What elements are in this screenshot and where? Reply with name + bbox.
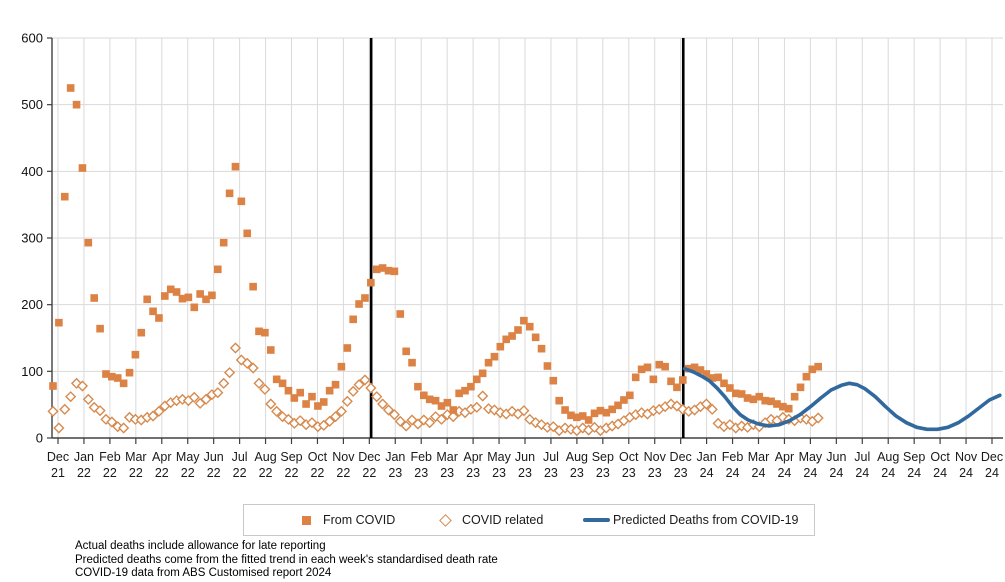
svg-text:Nov: Nov (954, 450, 978, 464)
svg-text:Feb: Feb (721, 450, 744, 464)
svg-text:24: 24 (803, 466, 818, 480)
svg-text:Dec: Dec (358, 450, 381, 464)
svg-text:22: 22 (128, 466, 143, 480)
svg-text:23: 23 (673, 466, 688, 480)
svg-text:23: 23 (569, 466, 584, 480)
svg-text:22: 22 (206, 466, 221, 480)
svg-text:24: 24 (751, 466, 766, 480)
svg-text:24: 24 (933, 466, 948, 480)
svg-text:24: 24 (855, 466, 870, 480)
svg-text:23: 23 (595, 466, 610, 480)
svg-text:23: 23 (518, 466, 532, 480)
svg-text:24: 24 (725, 466, 740, 480)
legend-label: COVID related (462, 513, 544, 527)
svg-text:300: 300 (21, 230, 43, 246)
svg-text:Aug: Aug (565, 450, 589, 464)
svg-text:Dec: Dec (46, 450, 70, 464)
svg-text:Feb: Feb (99, 450, 121, 464)
svg-text:Sep: Sep (280, 450, 303, 464)
svg-text:22: 22 (102, 466, 117, 480)
svg-text:May: May (487, 450, 511, 464)
svg-text:Jun: Jun (514, 450, 536, 464)
svg-text:22: 22 (310, 466, 325, 480)
svg-text:May: May (175, 450, 200, 464)
svg-text:Sep: Sep (903, 450, 926, 464)
svg-text:Feb: Feb (410, 450, 432, 464)
svg-text:100: 100 (21, 363, 43, 379)
svg-text:Aug: Aug (254, 450, 277, 464)
legend-label: Predicted Deaths from COVID-19 (613, 513, 799, 527)
footnote-line: Actual deaths include allowance for late reporting (75, 540, 326, 552)
footnote-line: Predicted deaths come from the fitted trend in each week's standardised death rate (75, 553, 498, 566)
svg-text:21: 21 (51, 466, 65, 480)
svg-text:24: 24 (959, 466, 974, 480)
legend-label: From COVID (323, 513, 396, 527)
series-from-covid (49, 84, 822, 424)
svg-text:23: 23 (492, 466, 507, 480)
svg-text:Dec: Dec (980, 450, 1004, 464)
svg-text:Aug: Aug (877, 450, 900, 464)
svg-text:Oct: Oct (307, 450, 328, 464)
svg-text:Jun: Jun (203, 450, 224, 464)
svg-text:22: 22 (154, 466, 169, 480)
legend (243, 504, 815, 536)
svg-text:Dec: Dec (669, 450, 692, 464)
svg-text:400: 400 (21, 163, 43, 179)
svg-text:Jul: Jul (231, 450, 248, 464)
svg-text:22: 22 (76, 466, 91, 480)
svg-text:200: 200 (21, 297, 43, 313)
svg-text:24: 24 (907, 466, 922, 480)
svg-text:Apr: Apr (152, 450, 172, 464)
svg-text:23: 23 (543, 466, 558, 480)
open-diamond-icon (439, 514, 452, 527)
svg-text:Mar: Mar (436, 450, 458, 464)
svg-text:Oct: Oct (619, 450, 639, 464)
svg-text:22: 22 (362, 466, 377, 480)
legend-item-from-covid (302, 505, 395, 535)
svg-text:Jul: Jul (854, 450, 871, 464)
svg-text:22: 22 (232, 466, 247, 480)
svg-text:22: 22 (284, 466, 299, 480)
svg-text:Jan: Jan (385, 450, 406, 464)
svg-text:Sep: Sep (591, 450, 614, 464)
footnotes (75, 540, 498, 581)
svg-text:23: 23 (621, 466, 636, 480)
footnote-line: COVID-19 data from ABS Customised report 2024 (75, 567, 332, 579)
svg-text:22: 22 (180, 466, 195, 480)
svg-text:24: 24 (881, 466, 896, 480)
series-predicted-line (685, 369, 1000, 430)
svg-text:500: 500 (21, 97, 43, 113)
svg-text:Jan: Jan (696, 450, 717, 464)
svg-text:23: 23 (466, 466, 481, 480)
legend-item-covid-related (441, 505, 543, 535)
svg-text:24: 24 (829, 466, 844, 480)
svg-text:23: 23 (440, 466, 455, 480)
svg-text:Apr: Apr (774, 450, 795, 464)
gridlines (52, 38, 1003, 438)
svg-text:Nov: Nov (332, 450, 355, 464)
filled-square-icon (302, 516, 311, 525)
svg-text:600: 600 (21, 30, 43, 46)
svg-text:Mar: Mar (747, 450, 770, 464)
line-icon (583, 518, 610, 522)
svg-text:Oct: Oct (930, 450, 950, 464)
svg-text:24: 24 (777, 466, 792, 480)
svg-text:Apr: Apr (463, 450, 483, 464)
svg-text:Jan: Jan (73, 450, 95, 464)
legend-item-predicted (583, 505, 799, 535)
svg-text:22: 22 (336, 466, 351, 480)
svg-text:Nov: Nov (643, 450, 666, 464)
svg-text:24: 24 (699, 466, 714, 480)
svg-text:0: 0 (35, 430, 43, 446)
svg-text:24: 24 (985, 466, 999, 480)
svg-text:23: 23 (388, 466, 403, 480)
svg-text:23: 23 (414, 466, 429, 480)
svg-text:Mar: Mar (125, 450, 147, 464)
svg-text:22: 22 (258, 466, 273, 480)
svg-text:Jul: Jul (542, 450, 559, 464)
svg-text:23: 23 (647, 466, 662, 480)
svg-text:May: May (798, 450, 823, 464)
svg-text:Jun: Jun (826, 450, 847, 464)
